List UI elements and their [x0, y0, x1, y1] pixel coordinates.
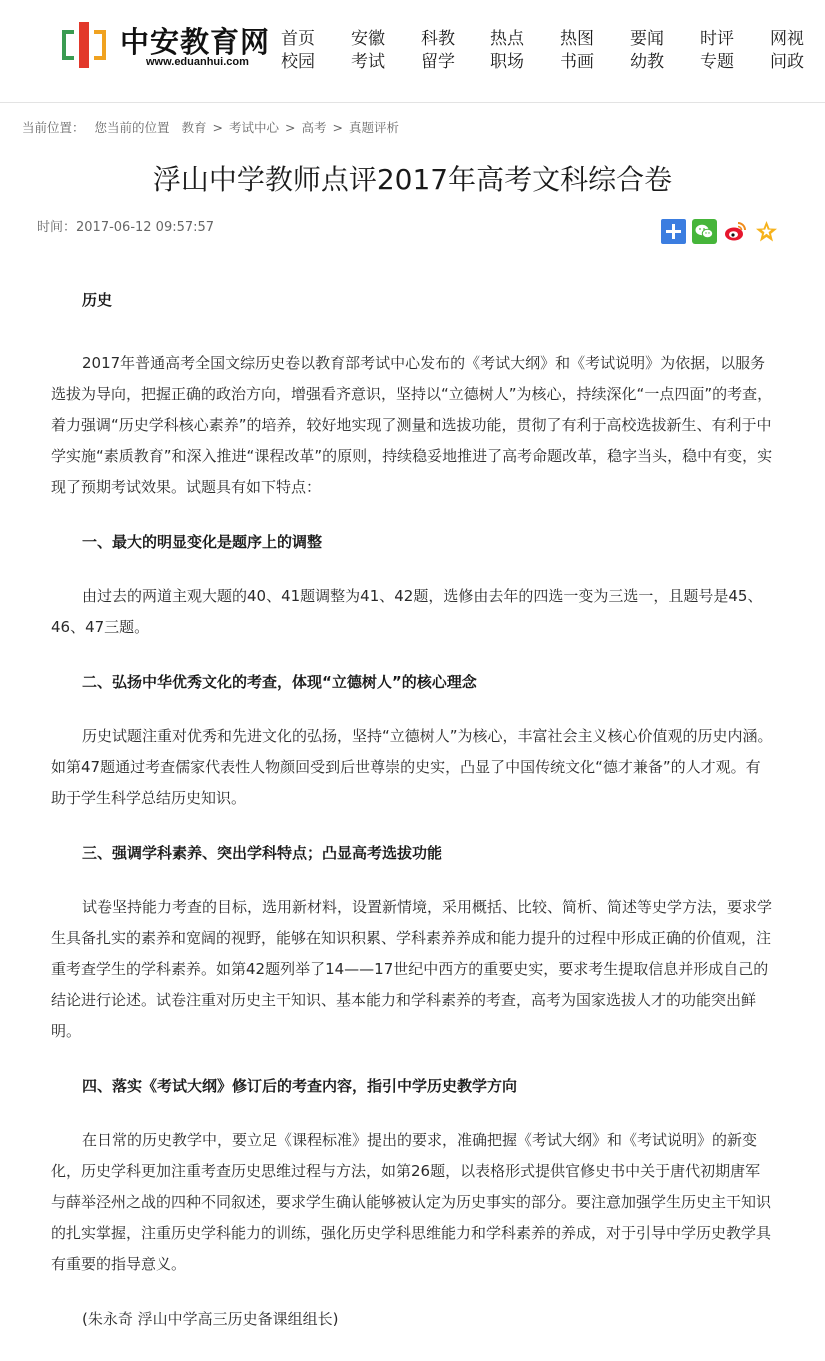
article-subheading: 二、弘扬中华优秀文化的考查，体现“立德树人”的核心理念	[82, 673, 477, 691]
nav-link-career[interactable]: 职场	[490, 52, 524, 72]
nav-link-anhui[interactable]: 安徽	[351, 29, 385, 49]
article-paragraph: 试卷坚持能力考查的目标，选用新材料，设置新情境，采用概括、比较、简析、简述等史学方法，要求学生具备扎实的素养和宽阔的视野，能够在知识积累、学科素养养成和能力提升的过程中形成正确的价值观，注重考查学生的学科素养。如第42题列举了14——17世纪中西方的重要史实，要求考生提取信息并形成自己的结论进行论述。试卷注重对历史主干知识、基本能力和学科素养的考查，高考为国家选拔人才的功能突出鲜明。	[51, 898, 773, 1040]
nav-column	[549, 28, 605, 74]
breadcrumb-item-gaokao[interactable]: 高考	[301, 120, 327, 135]
article-subheading: 四、落实《考试大纲》修订后的考查内容，指引中学历史教学方向	[82, 1077, 518, 1095]
breadcrumb	[22, 118, 399, 136]
nav-link-video[interactable]: 网视	[770, 29, 804, 49]
article-title: 浮山中学教师点评2017年高考文科综合卷	[152, 163, 673, 196]
nav-link-hot-topics[interactable]: 热点	[490, 29, 524, 49]
nav-column	[619, 28, 675, 74]
nav-link-hot-images[interactable]: 热图	[560, 29, 594, 49]
article-body	[51, 285, 775, 1335]
main-nav	[270, 28, 825, 78]
nav-column	[340, 28, 396, 74]
nav-link-special[interactable]: 专题	[700, 52, 734, 72]
nav-link-science-edu[interactable]: 科教	[421, 29, 455, 49]
nav-link-politics-qa[interactable]: 问政	[770, 52, 804, 72]
section-title: 历史	[82, 291, 113, 309]
breadcrumb-item-exam-center[interactable]: 考试中心	[229, 120, 280, 135]
article-author: (朱永奇 浮山中学高三历史备课组组长)	[82, 1310, 339, 1328]
breadcrumb-label: 当前位置：	[22, 120, 85, 135]
logo-mark-icon	[62, 22, 112, 68]
nav-column	[410, 28, 466, 74]
favorite-star-icon[interactable]	[754, 219, 779, 244]
breadcrumb-separator: >	[285, 120, 296, 135]
article-time: 时间：2017-06-12 09:57:57	[37, 220, 215, 235]
breadcrumb-item-current-position: 您当前的位置	[94, 120, 170, 135]
logo-url: www.eduanhui.com	[146, 56, 249, 68]
nav-link-preschool[interactable]: 幼教	[630, 52, 664, 72]
breadcrumb-separator: >	[212, 120, 224, 135]
site-logo[interactable]	[62, 18, 271, 74]
nav-column	[479, 28, 535, 74]
nav-link-campus[interactable]: 校园	[281, 52, 315, 72]
logo-title: 中安教育网	[120, 25, 271, 59]
nav-link-exam[interactable]: 考试	[351, 52, 385, 72]
wechat-icon[interactable]	[692, 219, 717, 244]
nav-column	[759, 28, 815, 74]
breadcrumb-separator: >	[332, 120, 344, 135]
weibo-icon[interactable]	[723, 219, 748, 244]
nav-column	[270, 28, 326, 74]
nav-link-news[interactable]: 要闻	[630, 29, 664, 49]
nav-link-painting[interactable]: 书画	[560, 52, 594, 72]
nav-link-commentary[interactable]: 时评	[700, 29, 734, 49]
site-header	[0, 0, 825, 103]
breadcrumb-item-education[interactable]: 教育	[181, 120, 207, 135]
article-paragraph: 由过去的两道主观大题的40、41题调整为41、42题，选修由去年的四选一变为三选一，且题号是45、46、47三题。	[51, 587, 763, 636]
nav-link-home[interactable]: 首页	[281, 29, 315, 49]
article-subheading: 一、最大的明显变化是题序上的调整	[82, 533, 323, 551]
plus-share-icon[interactable]	[661, 219, 686, 244]
nav-link-study-abroad[interactable]: 留学	[421, 52, 455, 72]
article-paragraph: 2017年普通高考全国文综历史卷以教育部考试中心发布的《考试大纲》和《考试说明》为依据，以服务选拔为导向，把握正确的政治方向，增强看齐意识，坚持以“立德树人”为核心，持续深化“一点四面”的考查，着力强调“历史学科核心素养”的培养，较好地实现了测量和选拔功能，贯彻了有利于高校选拔新生、有利于中学实施“素质教育”和深入推进“课程改革”的原则，持续稳妥地推进了高考命题改革，稳字当头，稳中有变，实现了预期考试效果。试题具有如下特点：	[51, 354, 773, 496]
article-subheading: 三、强调学科素养、突出学科特点；凸显高考选拔功能	[82, 844, 443, 862]
article-paragraph: 历史试题注重对优秀和先进文化的弘扬，坚持“立德树人”为核心，丰富社会主义核心价值观的历史内涵。如第47题通过考查儒家代表性人物颜回受到后世尊崇的史实，凸显了中国传统文化“德才兼备”的人才观。有助于学生科学总结历史知识。	[51, 727, 773, 807]
nav-column	[689, 28, 745, 74]
breadcrumb-item-exam-review[interactable]: 真题评析	[349, 120, 400, 135]
article-paragraph: 在日常的历史教学中，要立足《课程标准》提出的要求，准确把握《考试大纲》和《考试说明》的新变化，历史学科更加注重考查历史思维过程与方法，如第26题，以表格形式提供官修史书中关于唐代初期唐军与薛举泾州之战的四种不同叙述，要求学生确认能够被认定为历史事实的部分。要注意加强学生历史主干知识的扎实掌握，注重历史学科能力的训练，强化历史学科思维能力和学科素养的养成，对于引导中学历史教学具有重要的指导意义。	[51, 1131, 772, 1273]
